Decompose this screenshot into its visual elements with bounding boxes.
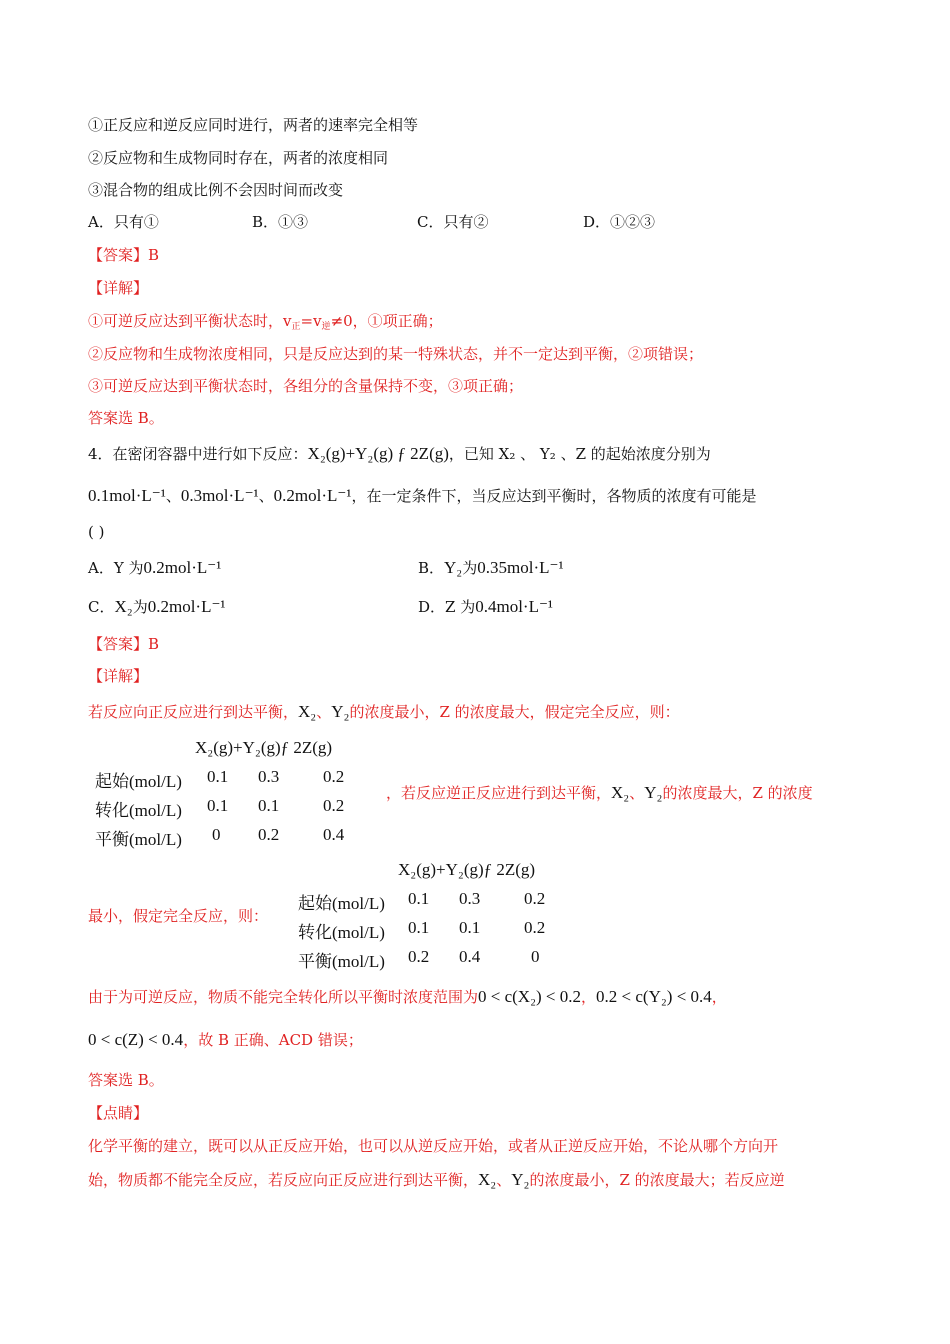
q4-tip-2-part-a: 始，物质都不能完全反应，若反应向正反应进行到达平衡， — [88, 1171, 479, 1189]
q4-option-d — [418, 597, 553, 617]
q4-option-c — [88, 597, 226, 617]
ice-table-forward-cell: 0.1 — [258, 796, 280, 815]
q3-item-1: ①正反应和逆反应同时进行，两者的速率完全相等 — [88, 116, 419, 134]
q4-tip-2-dun: 、 — [496, 1171, 512, 1189]
ice-table-forward — [95, 738, 385, 850]
q4-range-line-2 — [88, 1030, 363, 1050]
q3-option-a: A．只有① — [88, 213, 159, 231]
q4-after-table1-x2: X₂ — [611, 783, 630, 802]
ice-table-reverse-cell: 0.1 — [459, 918, 481, 937]
ice-table-forward-cell: 0 — [212, 825, 221, 844]
q3-detail-1-sub-forward: 正 — [291, 322, 301, 332]
q4-option-d-label: D．Z 为 — [418, 598, 476, 616]
q4-stem-prefix: 4．在密闭容器中进行如下反应： — [88, 445, 308, 463]
ice-table-reverse-cell: 0 — [531, 947, 540, 966]
q4-option-b — [418, 558, 564, 578]
q3-item-2: ②反应物和生成物同时存在，两者的浓度相同 — [88, 149, 389, 167]
ice-table-forward-cell: 0.1 — [207, 767, 229, 786]
q4-range-y2: 0.2 < c(Y₂) < 0.4 — [596, 987, 712, 1006]
q4-stem-mid: ，已知 X₂ 、 Y₂ 、Z 的起始浓度分别为 — [448, 445, 711, 463]
ice-table-reverse-cell: 0.3 — [459, 889, 481, 908]
q3-detail-1-part-b: =v — [300, 312, 322, 330]
q4-option-a-label: A．Y 为 — [88, 559, 144, 577]
q4-option-b-species: Y₂ — [444, 558, 463, 577]
q4-range-text: 由于为可逆反应，物质不能完全转化所以平衡时浓度范围为 — [88, 988, 479, 1006]
q3-answer: 【答案】B — [88, 246, 160, 264]
q4-range-comma-2: ， — [711, 988, 727, 1006]
q3-option-c: C．只有② — [417, 213, 489, 231]
q4-conc-1: 0.1mol·L⁻¹ — [88, 486, 166, 505]
q4-stem-line-2 — [88, 486, 756, 506]
ice-table-forward-cell: 0.3 — [258, 767, 280, 786]
q4-conc-2: 0.3mol·L⁻¹ — [180, 486, 259, 505]
q4-detail-1-y2: Y₂ — [331, 702, 350, 721]
q4-option-c-value: 0.2mol·L⁻¹ — [147, 597, 226, 616]
q4-option-c-label: C． — [88, 598, 115, 616]
q4-tip-2-part-b: 的浓度最小，Z 的浓度最大；若反应逆 — [529, 1171, 785, 1189]
q3-option-b: B．①③ — [252, 213, 309, 231]
ice-table-reverse-header: X₂(g)+Y₂(g)ƒ 2Z(g) — [398, 860, 536, 879]
q4-option-b-value: 0.35mol·L⁻¹ — [477, 558, 564, 577]
q4-tip-line-2 — [88, 1170, 785, 1190]
ice-table-reverse-cell: 0.2 — [408, 947, 430, 966]
q4-option-c-mid: 为 — [132, 598, 148, 616]
q4-range-end: ，故 B 正确、ACD 错误； — [183, 1031, 363, 1049]
q4-range-z: 0 < c(Z) < 0.4 — [88, 1030, 184, 1049]
ice-table-forward-row-label: 起始(mol/L) — [95, 772, 182, 791]
q3-detail-title: 【详解】 — [88, 279, 149, 297]
q4-answer-paren: ( ) — [88, 523, 105, 541]
q4-range-comma-1: ， — [581, 988, 597, 1006]
ice-table-forward-cell: 0.2 — [323, 796, 345, 815]
q4-detail-1-dun: 、 — [316, 703, 332, 721]
q4-detail-1-x2: X₂ — [298, 702, 317, 721]
ice-table-forward-cell: 0.4 — [323, 825, 345, 844]
q4-sep-1: 、 — [165, 487, 181, 505]
q4-option-c-species: X₂ — [114, 597, 133, 616]
ice-table-forward-row-label: 平衡(mol/L) — [95, 830, 182, 849]
q4-option-a — [88, 558, 221, 578]
q4-after-table1-b: 的浓度最大，Z 的浓度 — [662, 784, 813, 802]
q4-option-b-mid: 为 — [462, 559, 478, 577]
ice-table-reverse-cell: 0.1 — [408, 918, 430, 937]
q3-detail-line-3: ③可逆反应达到平衡状态时，各组分的含量保持不变，③项正确； — [88, 377, 524, 395]
q4-range-x2: 0 < c(X₂) < 0.2 — [478, 987, 582, 1006]
q4-before-table2: 最小，假定完全反应，则： — [88, 907, 269, 925]
q4-option-a-value: 0.2mol·L⁻¹ — [143, 558, 222, 577]
ice-table-reverse-row-label: 平衡(mol/L) — [298, 952, 385, 971]
q4-after-table1-y2: Y₂ — [644, 783, 663, 802]
q3-detail-line-2: ②反应物和生成物浓度相同，只是反应达到的某一特殊状态，并不一定达到平衡，②项错误； — [88, 345, 704, 363]
q4-option-d-value: 0.4mol·L⁻¹ — [475, 597, 554, 616]
q4-answer: 【答案】B — [88, 635, 160, 653]
ice-table-reverse-cell: 0.2 — [524, 918, 546, 937]
q3-conclusion: 答案选 B。 — [88, 409, 164, 427]
ice-table-reverse-row-label: 起始(mol/L) — [298, 894, 385, 913]
ice-table-forward-cell: 0.2 — [258, 825, 280, 844]
q3-detail-1-part-c: ≠0，①项正确； — [330, 312, 443, 330]
q4-conc-3: 0.2mol·L⁻¹ — [273, 486, 352, 505]
ice-table-reverse — [298, 860, 598, 972]
q4-tip-title: 【点睛】 — [88, 1104, 149, 1122]
q4-detail-title: 【详解】 — [88, 667, 149, 685]
q4-stem-tail: ，在一定条件下，当反应达到平衡时，各物质的浓度有可能是 — [351, 487, 757, 505]
ice-table-forward-cell: 0.1 — [207, 796, 229, 815]
q3-detail-1-sub-reverse: 逆 — [321, 322, 331, 332]
q3-option-d: D．①②③ — [583, 213, 656, 231]
q4-equation: X₂(g)+Y₂(g) ƒ 2Z(g) — [307, 444, 449, 463]
q4-detail-1-part-a: 若反应向正反应进行到达平衡， — [88, 703, 299, 721]
q4-conclusion: 答案选 B。 — [88, 1071, 164, 1089]
q3-detail-1-part-a: ①可逆反应达到平衡状态时，v — [88, 312, 292, 330]
ice-table-forward-cell: 0.2 — [323, 767, 345, 786]
q3-detail-line-1 — [88, 311, 443, 337]
ice-table-forward-header: X₂(g)+Y₂(g)ƒ 2Z(g) — [195, 738, 333, 757]
q4-after-table1-dun: 、 — [629, 784, 645, 802]
q4-tip-2-x2: X₂ — [478, 1170, 497, 1189]
q4-detail-line-1 — [88, 702, 680, 722]
q3-item-3: ③混合物的组成比例不会因时间而改变 — [88, 181, 344, 199]
q4-after-table1 — [386, 783, 813, 803]
q4-detail-1-part-b: 的浓度最小，Z 的浓度最大，假定完全反应，则： — [349, 703, 680, 721]
q4-option-b-label: B． — [418, 559, 445, 577]
q4-tip-2-y2: Y₂ — [511, 1170, 530, 1189]
ice-table-reverse-cell: 0.4 — [459, 947, 481, 966]
q4-sep-2: 、 — [258, 487, 274, 505]
q4-tip-line-1: 化学平衡的建立，既可以从正反应开始，也可以从逆反应开始，或者从正逆反应开始，不论从哪个方向开 — [88, 1137, 779, 1155]
ice-table-reverse-row-label: 转化(mol/L) — [298, 923, 385, 942]
ice-table-forward-row-label: 转化(mol/L) — [95, 801, 182, 820]
q4-after-table1-a: ，若反应逆正反应进行到达平衡， — [386, 784, 612, 802]
q4-stem-line-1 — [88, 444, 711, 464]
ice-table-reverse-cell: 0.2 — [524, 889, 546, 908]
q4-range-line-1 — [88, 987, 727, 1007]
ice-table-reverse-cell: 0.1 — [408, 889, 430, 908]
